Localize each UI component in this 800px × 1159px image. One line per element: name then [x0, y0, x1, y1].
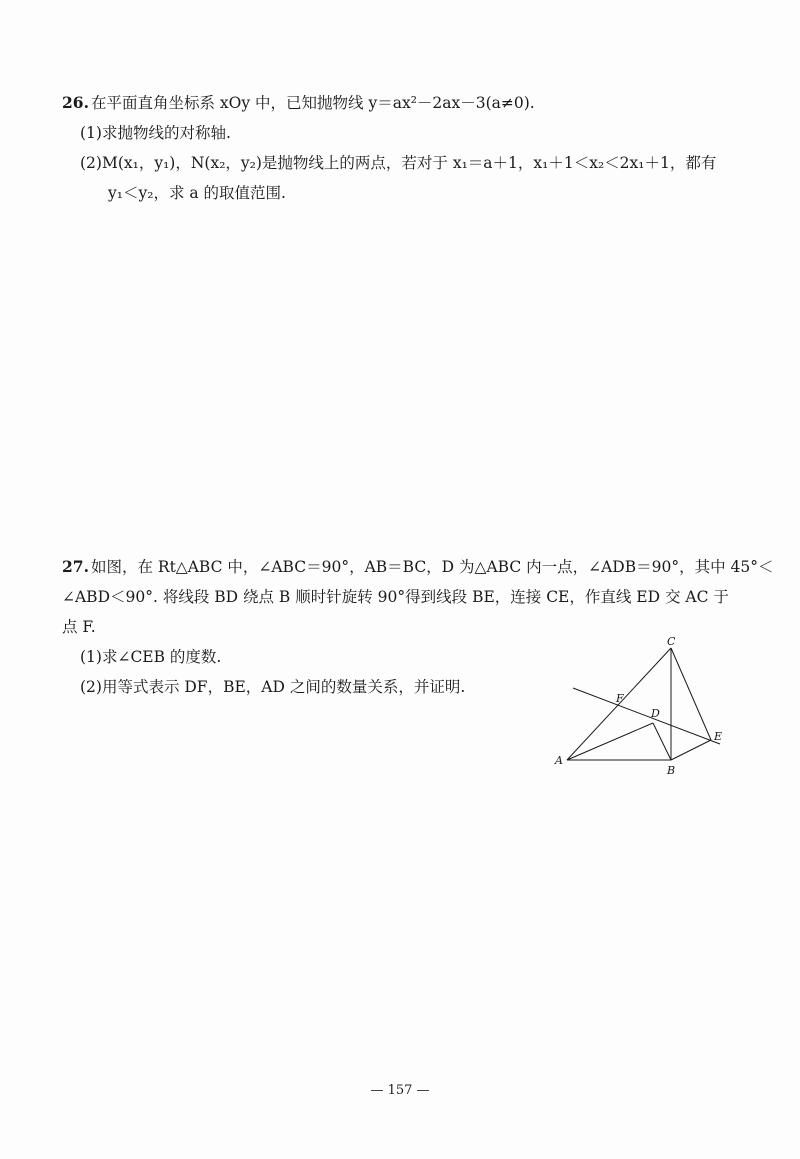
problem-27-stem-line-2: ∠ABD＜90°. 将线段 BD 绕点 B 顺时针旋转 90°得到线段 BE，连接 CE，作直线 ED 交 AC 于	[62, 588, 729, 606]
label-e: E	[714, 730, 723, 743]
segment-bd	[653, 723, 671, 760]
line-ed	[573, 688, 723, 744]
label-b: B	[667, 764, 676, 777]
segment-ce	[671, 648, 711, 740]
label-a: A	[555, 754, 563, 767]
problem-26-number: 26.	[62, 93, 89, 112]
label-d: D	[651, 707, 660, 720]
label-f: F	[616, 692, 624, 705]
problem-27-stem-line-1	[62, 552, 774, 582]
problem-26-part-2-line-1: (2)M(x₁，y₁)，N(x₂，y₂)是抛物线上的两点，若对于 x₁＝a＋1，x₁＋1＜x₂＜2x₁＋1，都有	[80, 154, 717, 172]
problem-26-part-1: (1)求抛物线的对称轴.	[80, 124, 231, 142]
segment-be	[671, 740, 711, 760]
problem-26	[62, 88, 742, 208]
problem-27-number: 27.	[62, 557, 89, 576]
problem-26-stem: 在平面直角坐标系 xOy 中，已知抛物线 y＝ax²－2ax－3(a≠0).	[90, 94, 535, 112]
problem-27-part-2: (2)用等式表示 DF，BE，AD 之间的数量关系，并证明.	[80, 678, 466, 696]
segment-ad	[567, 723, 653, 760]
problem-27-stem-line-3: 点 F.	[62, 618, 96, 636]
label-c: C	[667, 635, 676, 648]
page-number: — 157 —	[370, 1083, 430, 1098]
problem-26-part-2-line-2: y₁＜y₂，求 a 的取值范围.	[108, 184, 286, 202]
problem-27-stem-1: 如图，在 Rt△ABC 中，∠ABC＝90°，AB＝BC，D 为△ABC 内一点，∠ADB＝90°，其中 45°＜	[90, 558, 774, 576]
problem-26-stem-line	[62, 88, 742, 118]
geometry-figure-svg	[555, 636, 735, 776]
problem-27-part-1: (1)求∠CEB 的度数.	[80, 648, 222, 666]
geometry-figure	[555, 636, 735, 776]
